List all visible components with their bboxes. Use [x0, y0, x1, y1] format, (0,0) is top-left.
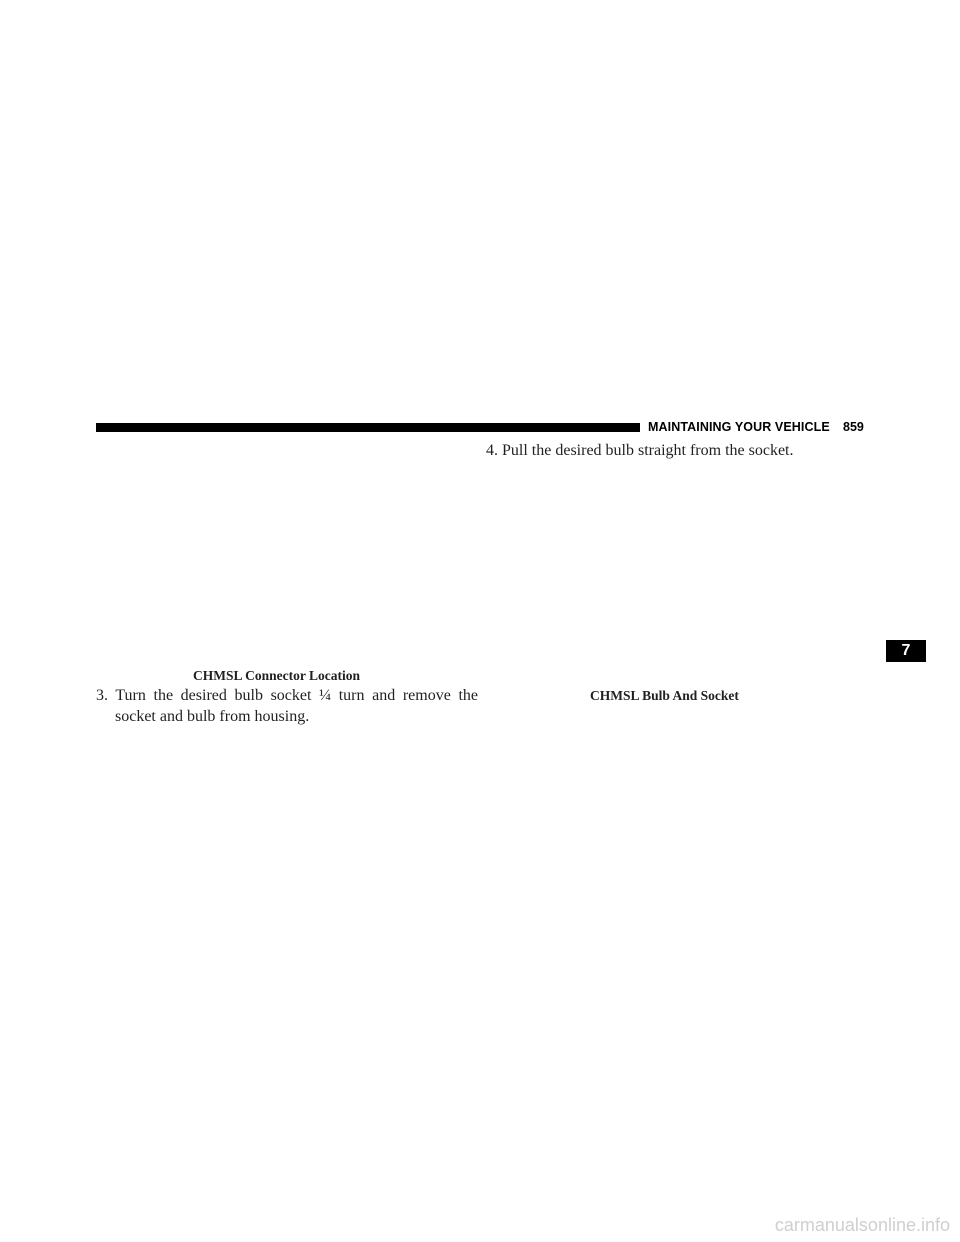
connector-location-figure [96, 440, 478, 662]
instruction-step-3 [96, 685, 478, 727]
page-number: 859 [843, 420, 864, 434]
header-rule-bar [96, 423, 640, 432]
watermark-text: carmanualsonline.info [774, 1215, 950, 1235]
instruction-step-4: 4. Pull the desired bulb straight from the socket. [486, 442, 794, 459]
section-title: MAINTAINING YOUR VEHICLE [648, 420, 830, 434]
bulb-and-socket-figure [486, 462, 864, 682]
chapter-tab [886, 640, 926, 662]
figure-caption-bulb-and-socket: CHMSL Bulb And Socket [590, 688, 739, 703]
figure-caption-connector-location: CHMSL Connector Location [193, 668, 361, 683]
step-3-line-1: 3. Turn the desired bulb socket ¼ turn and remove the [96, 687, 478, 704]
step-3-line-2: socket and bulb from housing. [115, 708, 310, 725]
chapter-number: 7 [901, 642, 911, 659]
